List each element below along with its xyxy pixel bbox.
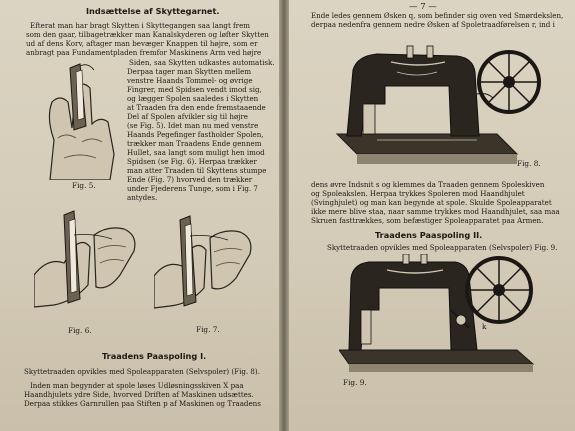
column-line: og lægger Spolen saaledes i Skytten — [127, 94, 259, 103]
column-line: man atter Traaden til Skyttens stumpe — [127, 166, 267, 175]
section-line-2: Skyttetraaden opvikles med Spoleapparaten (Selvspoler) Fig. 9. — [327, 243, 558, 252]
fig6-illustration — [34, 205, 138, 323]
intro-line: anbragt paa Fundamentpladen fremfor Maskinens Arm ved højre — [26, 48, 262, 57]
intro-line: som den gaar, tilbagetrækker man Kanalskyderen og løfter Skytten — [26, 30, 269, 39]
column-line: (se Fig. 5). Idet man nu med venstre — [127, 121, 259, 130]
column-line: Del af Spolen afvikler sig til højre — [127, 112, 248, 121]
mid-line: og Spoleakslen. Herpaa trykkes Spoleren mod Haandhjulet — [311, 189, 525, 198]
fig9-caption: Fig. 9. — [343, 378, 367, 387]
column-line: Siden, saa Skytten udkastes automatisk. — [129, 58, 275, 67]
section-line: Derpaa stikkes Garnrullen paa Stiften p af Maskinen og Traadens — [24, 399, 261, 408]
column-line: Derpaa tager man Skytten mellem — [127, 67, 252, 76]
section-line: Inden man begynder at spole løses Udløsningsskiven X paa — [30, 381, 244, 390]
fig8-caption: Fig. 8. — [517, 159, 541, 168]
mid-line: (Svinghjulet) og man kan begynde at spole. Skulde Spoleapparatet — [311, 198, 552, 207]
intro-line: ud af dens Korv, aftager man bevæger Knappen til højre, som er — [26, 39, 258, 48]
fig6-caption: Fig. 6. — [68, 326, 92, 335]
mid-line: Skruen fasttrækkes, som befæstiger Spoleapparatet paa Armen. — [311, 216, 544, 225]
book-gutter — [279, 0, 289, 431]
section-line: Haandhjulets ydre Side, hvorved Driften af Maskinen udsættes. — [24, 390, 254, 399]
page-number: — 7 — — [409, 2, 437, 12]
section-title-paaspoling-2: Traadens Paaspoling II. — [375, 230, 483, 240]
column-line: under Fjederens Tunge, som i Fig. 7 — [127, 184, 258, 193]
fig8-illustration — [327, 32, 567, 170]
fig9-illustration — [339, 254, 565, 376]
fig5-caption: Fig. 5. — [72, 181, 96, 190]
column-line: Haands Pegefinger fastholder Spolen, — [127, 130, 264, 139]
section-title-paaspoling-1: Traadens Paaspoling I. — [102, 351, 207, 361]
column-line: Spidsen (se Fig. 6). Herpaa trækker — [127, 157, 257, 166]
fig7-illustration — [154, 212, 258, 320]
column-line: Ende (Fig. 7) hvorved den trækker — [127, 175, 253, 184]
section-line: Skyttetraaden opvikles med Spoleapparaten (Selvspoler) (Fig. 8). — [24, 367, 260, 376]
fig9-label-k: k — [482, 322, 487, 331]
column-line: antydes. — [127, 193, 158, 202]
left-page-title: Indsættelse af Skyttegarnet. — [86, 6, 220, 16]
fig5-illustration — [36, 58, 122, 180]
fig7-caption: Fig. 7. — [196, 325, 220, 334]
column-line: at Traaden fra den ende fremstaaende — [127, 103, 266, 112]
mid-line: ikke mere blive staa, naar samme trykkes mod Haandhjulet, saa maa — [311, 207, 560, 216]
top-line: Ende ledes gennem Øsken q, som befinder sig oven ved Smørdekslen, — [311, 11, 564, 20]
column-line: Fingrer, med Spidsen vendt imod sig, — [127, 85, 262, 94]
column-line: venstre Haands Tommel- og øvrige — [127, 76, 253, 85]
intro-line: Efterat man har bragt Skytten i Skyttegangen saa langt frem — [30, 21, 250, 30]
column-line: trækker man Traadens Ende gennem — [127, 139, 262, 148]
right-page — [289, 0, 575, 431]
left-page — [0, 0, 279, 431]
top-line: derpaa nedenfra gennem nedre Øsken af Spoletraadførelsen r, ind i — [311, 20, 555, 29]
mid-line: dens øvre Indsnit s og klemmes da Traaden gennem Spoleskiven — [311, 180, 545, 189]
column-line: Hullet, saa langt som muligt hen imod — [127, 148, 265, 157]
